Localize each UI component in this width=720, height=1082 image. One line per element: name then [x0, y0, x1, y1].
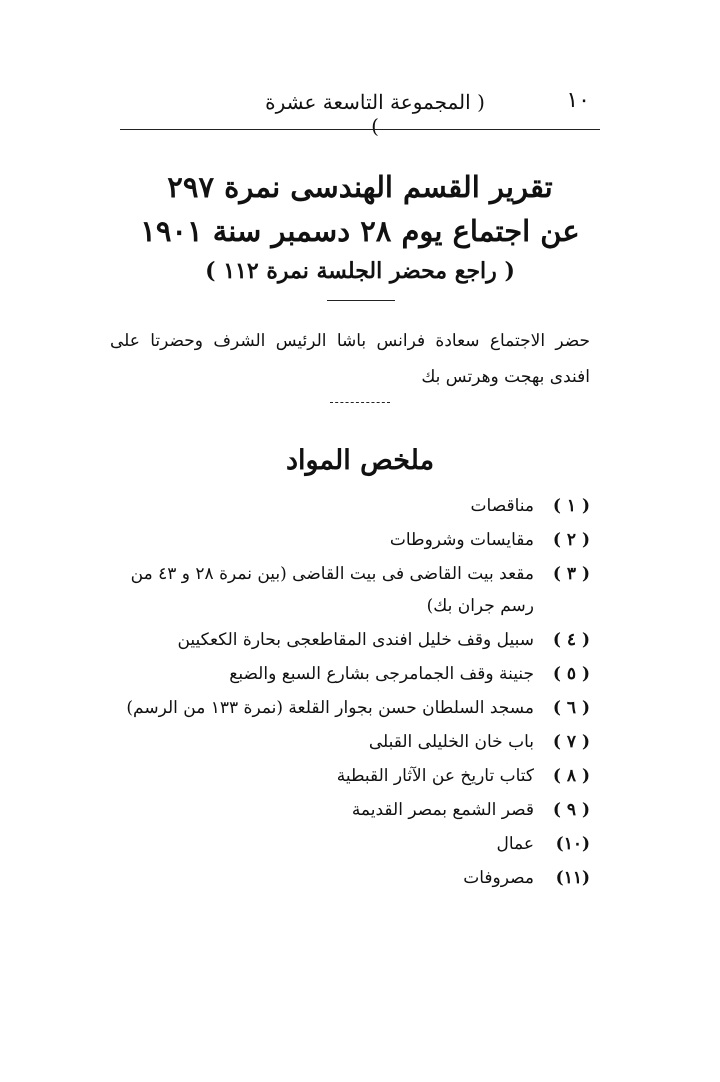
item-text: مقعد بيت القاضى فى بيت القاضى (بين نمرة ٢٨ و ٤٣ من رسم جران بك): [130, 564, 534, 616]
item-number: ( ٩ ): [552, 800, 590, 820]
item-number: ( ٦ ): [552, 698, 590, 718]
list-item: [100, 524, 590, 556]
list-item: [100, 862, 590, 894]
page-number: ١٠: [566, 88, 590, 113]
item-number: ( ٨ ): [552, 766, 590, 786]
item-number: (١٠): [555, 834, 590, 854]
item-number: (١١): [555, 868, 590, 888]
item-number: ( ٤ ): [552, 630, 590, 650]
attendance-paragraph: حضر الاجتماع سعادة فرانس باشا الرئيس الشرف وحضرتا على افندى بهجت وهرتس بك: [110, 331, 590, 387]
list-item: [100, 490, 590, 522]
item-text: عمال: [496, 834, 534, 854]
list-item: [100, 794, 590, 826]
list-item: [100, 760, 590, 792]
summary-heading: ملخص المواد: [285, 445, 435, 476]
list-item: [100, 658, 590, 690]
report-title: تقرير القسم الهندسى نمرة ٢٩٧: [167, 170, 553, 204]
item-number: ( ٢ ): [552, 530, 590, 550]
session-reference: ( راجع محضر الجلسة نمرة ١١٢ ): [205, 258, 515, 284]
list-item: [100, 726, 590, 758]
item-number: ( ١ ): [552, 496, 590, 516]
item-text: مسجد السلطان حسن بجوار القلعة (نمرة ١٣٣ من الرسم): [126, 698, 534, 718]
running-title: ( المجموعة التاسعة عشرة ): [265, 90, 485, 138]
list-item: [100, 624, 590, 656]
summary-list: [100, 490, 590, 896]
list-item: [100, 692, 590, 724]
page-header: [120, 88, 600, 138]
item-text: جنينة وقف الجمامرجى بشارع السبع والضبع: [229, 664, 534, 684]
item-text: مقايسات وشروطات: [389, 530, 534, 550]
item-number: ( ٣ ): [552, 564, 590, 584]
item-text: كتاب تاريخ عن الآثار القبطية: [336, 766, 534, 786]
list-item: [100, 828, 590, 860]
item-text: قصر الشمع بمصر القديمة: [351, 800, 534, 820]
header-rule: [120, 129, 600, 130]
list-item: [100, 558, 590, 622]
item-text: باب خان الخليلى القبلى: [368, 732, 534, 752]
item-number: ( ٧ ): [552, 732, 590, 752]
meeting-date-title: عن اجتماع يوم ٢٨ دسمبر سنة ١٩٠١: [140, 214, 580, 248]
item-number: ( ٥ ): [552, 664, 590, 684]
item-text: مناقصات: [470, 496, 534, 516]
title-divider: [327, 300, 395, 301]
item-text: مصروفات: [463, 868, 534, 888]
section-divider: [330, 402, 390, 403]
item-text: سبيل وقف خليل افندى المقاطعجى بحارة الكعكيين: [177, 630, 534, 650]
